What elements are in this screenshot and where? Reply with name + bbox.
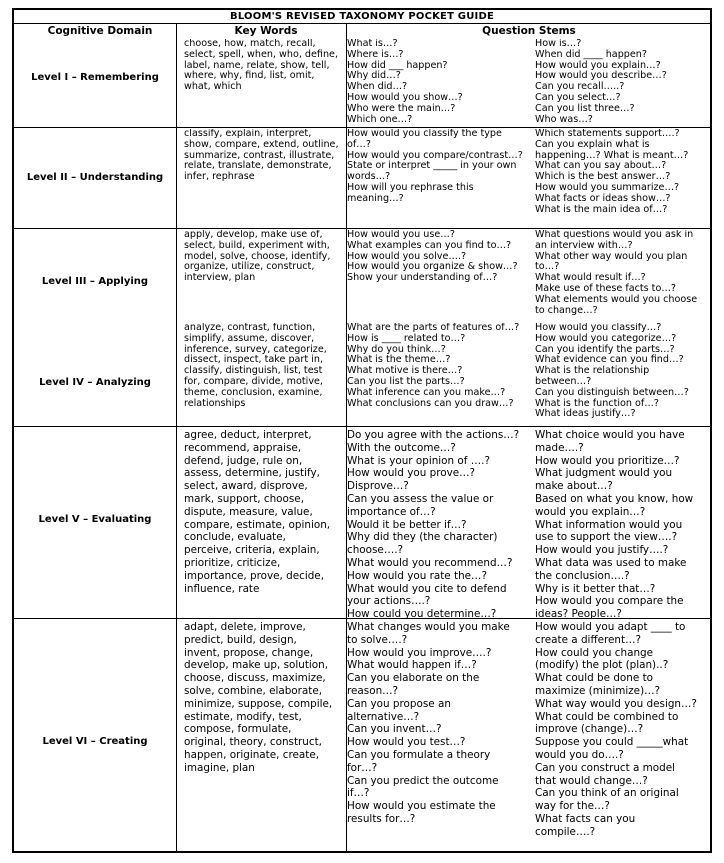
level-5-stems-a: Do you agree with the actions…? With the outcome…? What is your opinion of ….? How would you prove…? Disprove…? Can you assess the value or importance of…? Would it be better if…? Why did they (the character) choose….? What would you recommend…? How would you rate the…? What would you cite to defend your actions….? How could you determine…? (347, 429, 520, 621)
level-5-name: Level V – Evaluating (38, 514, 152, 525)
level-4-name: Level IV – Analyzing (39, 377, 151, 388)
pocket-guide-sheet (12, 8, 712, 853)
level-1-stems-b: How is…? When did ____ happen? How would you explain…? How would you describe…? Can you recall…..? Can you select…? Can you list three…? Who was…? (535, 39, 667, 125)
divider (176, 23, 177, 853)
level-3-name: Level III – Applying (41, 276, 149, 287)
divider (14, 426, 710, 427)
level-6-name: Level VI – Creating (42, 736, 148, 747)
level-6-stems-b: How would you adapt ____ to create a different…? How could you change (modify) the plot (plan)..? What could be done to maximize (minimize)…? What way would you design…? What could be combined to improve (change)…? Suppose you could _____what would you do….? Can you construct a model that would change…? Can you think of an original way for the…? What facts can you compile….? (535, 621, 697, 838)
level-1-name: Level I – Remembering (31, 72, 159, 83)
level-4-stems-a: What are the parts of features of…? How is ____ related to…? Why do you think…? What is the theme…? What motive is there…? Can you list the parts…? What inference can you make…? What conclusions can you draw…? (347, 323, 520, 409)
guide-title: BLOOM'S REVISED TAXONOMY POCKET GUIDE (230, 11, 494, 22)
level-2-stems-b: Which statements support….? Can you explain what is happening…? What is meant…? What can you say about…? Which is the best answer…? How would you summarize…? What facts or ideas show…? What is the main idea of…? (535, 129, 689, 215)
level-5-key-words: agree, deduct, interpret, recommend, appraise, defend, judge, rule on, assess, determine, justify, select, award, disprove, mark, support, choose, dispute, measure, value, compare, estimate, opinion, conclude, evaluate, perceive, criteria, explain, prioritize, criticize, importance, prove, decide, influence, rate (184, 429, 331, 595)
divider (14, 228, 710, 229)
level-1-stems-a: What is…? Where is…? How did ___ happen? Why did…? When did…? How would you show…? Who were the main…? Which one…? (347, 39, 463, 125)
level-5-stems-b: What choice would you have made….? How would you prioritize…? What judgment would you make about…? Based on what you know, how would you explain…? What information would you use to support the view….? How would you justify….? What data was used to make the conclusion….? Why is it better that…? How would you compare the ideas? People…? (535, 429, 694, 621)
level-2-key-words: classify, explain, interpret, show, compare, extend, outline, summarize, contrast, illustrate, relate, translate, demonstrate, infer, rephrase (184, 129, 339, 183)
level-6-key-words: adapt, delete, improve, predict, build, design, invent, propose, change, develop, make up, solution, choose, discuss, maximize, solve, combine, elaborate, minimize, suppose, compile, estimate, modify, test, compose, formulate, original, theory, construct, happen, originate, create, imagine, plan (184, 621, 333, 774)
divider (14, 127, 710, 128)
level-6-stems-a: What changes would you make to solve….? How would you improve….? What would happen if…? Can you elaborate on the reason…? Can you propose an alternative…? Can you invent…? How would you test…? Can you formulate a theory for…? Can you predict the outcome if…? How would you estimate the results for…? (347, 621, 510, 825)
header-cognitive-domain: Cognitive Domain (47, 25, 153, 37)
level-2-name: Level II – Understanding (26, 172, 164, 183)
level-3-key-words: apply, develop, make use of, select, build, experiment with, model, solve, choose, identify, organize, utilize, construct, interview, plan (184, 230, 331, 284)
header-key-words: Key Words (234, 25, 298, 37)
level-3-stems-a: How would you use…? What examples can you find to…? How would you solve….? How would you organize & show…? Show your understanding of…? (347, 230, 518, 284)
level-1-key-words: choose, how, match, recall, select, spell, when, who, define, label, name, relate, show, tell, where, why, find, list, omit, what, which (184, 39, 338, 93)
level-4-stems-b: How would you classify…? How would you categorize…? Can you identify the parts…? What evidence can you find…? What is the relationship between…? Can you distinguish between…? What is the function of…? What ideas justify…? (535, 323, 689, 420)
level-4-key-words: analyze, contrast, function, simplify, assume, discover, inference, survey, categorize, dissect, inspect, take part in, classify, distinguish, list, test for, compare, divide, motive, theme, conclusion, examine, relationships (184, 323, 327, 409)
level-3-stems-b: What questions would you ask in an interview with…? What other way would you plan to…? What would result if…? Make use of these facts to…? What elements would you choose to change…? (535, 230, 698, 316)
level-2-stems-a: How would you classify the type of…? How would you compare/contrast…? State or interpret _____ in your own words…? How will you rephrase this meaning…? (347, 129, 523, 204)
header-question-stems: Question Stems (482, 25, 576, 37)
